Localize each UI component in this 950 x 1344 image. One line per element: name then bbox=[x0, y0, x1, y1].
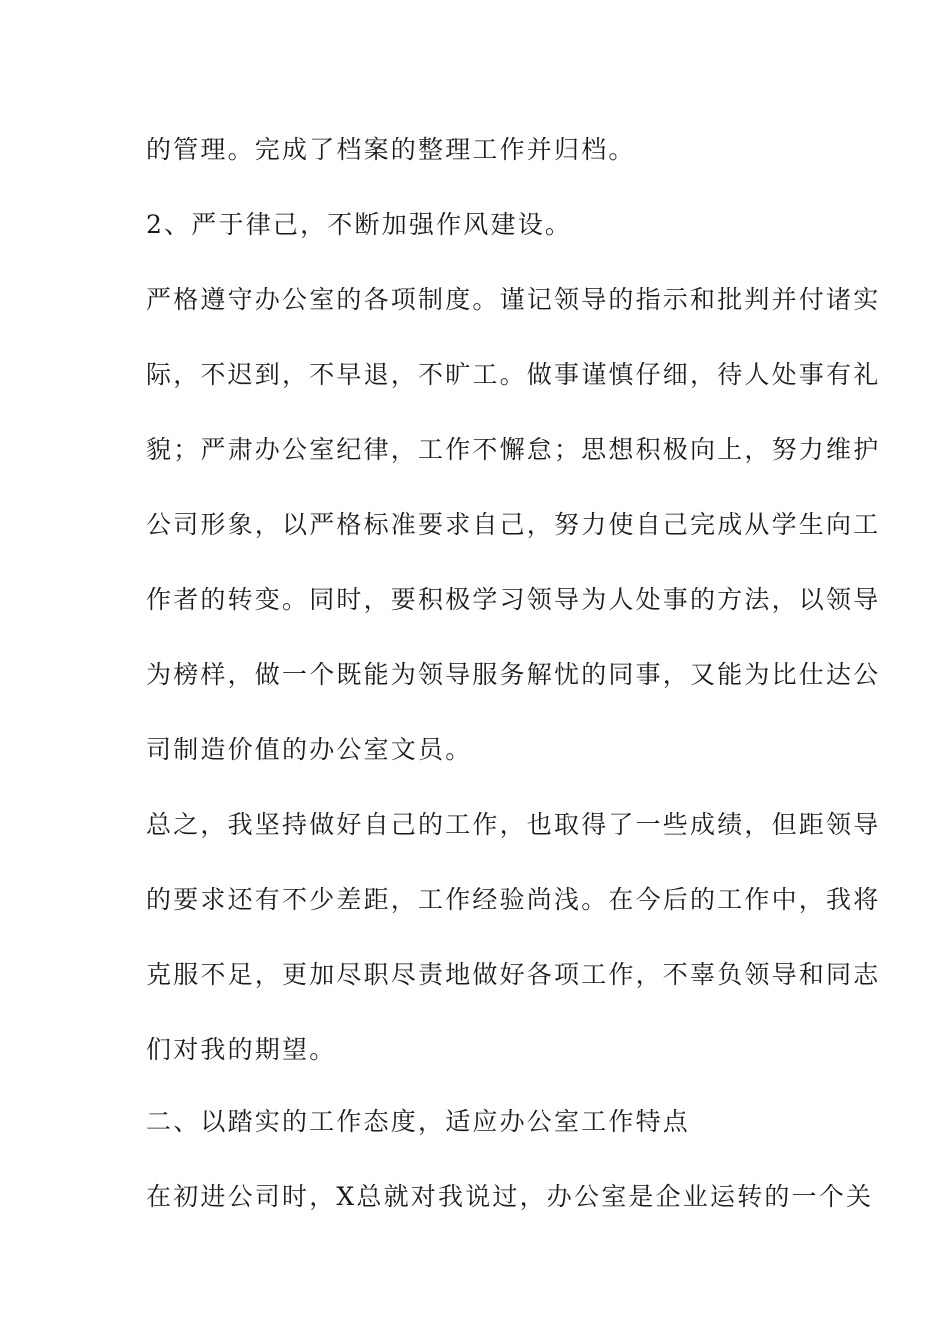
text-line: 克服不足，更加尽职尽责地做好各项工作，不辜负领导和同志 bbox=[146, 960, 881, 989]
text-line: 在初进公司时，X总就对我说过，办公室是企业运转的一个关 bbox=[146, 1182, 874, 1211]
text-line: 际，不迟到，不早退，不旷工。做事谨慎仔细，待人处事有礼 bbox=[146, 360, 881, 389]
text-line: 总之，我坚持做好自己的工作，也取得了一些成绩，但距领导 bbox=[146, 810, 881, 839]
text-line: 司制造价值的办公室文员。 bbox=[146, 735, 473, 764]
section-heading: 2、严于律己，不断加强作风建设。 bbox=[146, 210, 573, 239]
text-line: 为榜样，做一个既能为领导服务解忧的同事，又能为比仕达公 bbox=[146, 660, 881, 689]
section-heading: 二、以踏实的工作态度，适应办公室工作特点 bbox=[146, 1107, 691, 1136]
text-line: 的管理。完成了档案的整理工作并归档。 bbox=[146, 135, 636, 164]
text-line: 严格遵守办公室的各项制度。谨记领导的指示和批判并付诸实 bbox=[146, 285, 881, 314]
text-line: 公司形象，以严格标准要求自己，努力使自己完成从学生向工 bbox=[146, 510, 881, 539]
text-line: 的要求还有不少差距，工作经验尚浅。在今后的工作中，我将 bbox=[146, 885, 881, 914]
text-line: 作者的转变。同时，要积极学习领导为人处事的方法，以领导 bbox=[146, 585, 881, 614]
text-line: 貌；严肃办公室纪律，工作不懈怠；思想积极向上，努力维护 bbox=[146, 435, 881, 464]
text-line: 们对我的期望。 bbox=[146, 1035, 337, 1064]
